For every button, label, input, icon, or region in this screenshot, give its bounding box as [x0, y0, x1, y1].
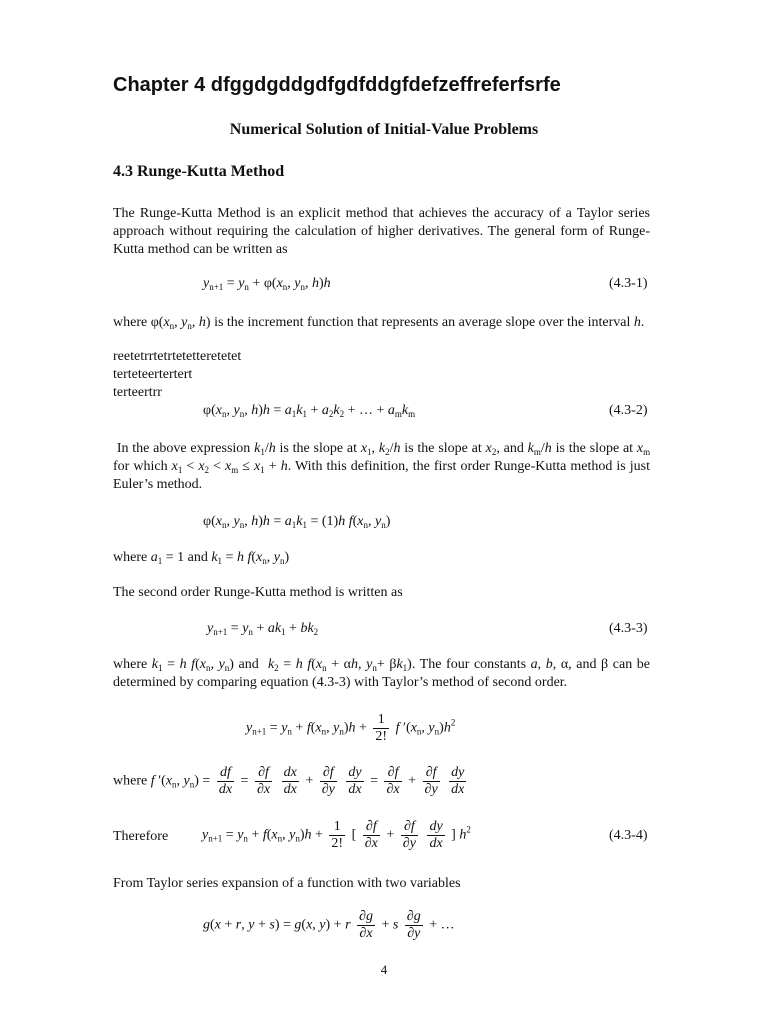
expression-paragraph: In the above expression $k_1/h$ is the slope at $x_1$, $k_2/h$ is the slope at $x_2$, and $k_m/h$ is the slope at $x_m$ for which $x_1 < x_2 < x_m \le x_1 + h$. With this definition, the first order Runge-Kutta method is just Euler’s method.	[113, 441, 651, 492]
constants-paragraph: where $k_1 = h$ $f(x_n$, $y_n$) and $k_2 = h$ $f(x_n + \alpha h$, $y_n+ \beta k_1$). The four constants a, b, α, and β can be determined by comparing equation (4.3-3) with Taylor’s method of second order.	[113, 657, 650, 690]
equation-taylor-second-order: $y_{n+1} = y_n + f(x_n$, $y_n)h$ + $\frac{1}{2!}$ f $'(x_n$, $y_n)h^2$	[246, 712, 456, 744]
equation-4-3-4: $y_{n+1} = y_n + f(x_n$, $y_n)h$ + $\frac{1}{2!}$ [ $\frac{\partial f}{\partial x}$ + $\frac{\partial f}{\partial y}$ $\frac{dy}{dx}$ ] $h^2$	[202, 819, 471, 851]
where-phi-text: is the increment function that represents an average slope over the interval	[214, 315, 631, 330]
chapter-heading: Chapter 4 dfggdgddgdfgdfddgfdefzeffreferfsrfe	[113, 74, 561, 96]
section-heading: 4.3 Runge-Kutta Method	[113, 163, 285, 180]
equation-4-3-1: $y_{n+1} = y_n + \varphi(x_n$, $y_n$, h)h	[203, 276, 331, 292]
equation-euler: $\varphi(x_n$, $y_n$, $h)h = a_1k_1 = (1)h$ $f(x_n$, $y_n$)	[203, 514, 391, 530]
taylor-two-variables-line: From Taylor series expansion of a function with two variables	[113, 876, 461, 891]
where-a1-line: where $a_1 = 1$ and $k_1 = h$ $f(x_n$, $y_n$)	[113, 550, 290, 566]
junk-line: terteertrr	[113, 385, 162, 400]
therefore-label: Therefore	[113, 829, 169, 844]
page-number: 4	[380, 962, 388, 977]
where-phi-paragraph: where $\varphi(x_n$, $y_n$, h) is the increment function that represents an average slope over the interval h.	[113, 315, 645, 331]
equation-number: (4.3-2)	[609, 403, 648, 418]
equation-taylor-two-variables: g(x + r, y + s) = g(x, y) + r $\frac{\partial g}{\partial x}$ + s $\frac{\partial g}{\partial y}$ + …	[203, 909, 455, 941]
equation-f-prime: where f $'(x_n$, $y_n$) = $\frac{df}{dx}$ = $\frac{\partial f}{\partial x}$ $\frac{dx}{dx}$ + $\frac{\partial f}{\partial y}$ $\frac{dy}{dx}$ = $\frac{\partial f}{\partial x}$ + $\frac{\partial f}{\partial y}$ $\frac{dy}{dx}$	[113, 765, 465, 797]
equation-number: (4.3-3)	[609, 621, 648, 636]
equation-number: (4.3-4)	[609, 828, 648, 843]
junk-line: reetetrrtetrtetetteretetet	[113, 349, 242, 364]
equation-4-3-2: $\varphi(x_n$, $y_n$, $h)h = a_1k_1 + a_2k_2$ + … + $a_mk_m$	[203, 403, 416, 419]
document-title: Numerical Solution of Initial-Value Problems	[229, 121, 539, 138]
intro-paragraph: The Runge-Kutta Method is an explicit method that achieves the accuracy of a Taylor series approach without requiring the calculation of higher derivatives. The general form of Runge-Kutta method can be written as	[113, 206, 650, 257]
second-order-line: The second order Runge-Kutta method is written as	[113, 585, 403, 600]
junk-line: terteteertertert	[113, 367, 193, 382]
equation-4-3-3: $y_{n+1} = y_n + ak_1 + bk_2$	[207, 621, 319, 637]
equation-number: (4.3-1)	[609, 276, 648, 291]
